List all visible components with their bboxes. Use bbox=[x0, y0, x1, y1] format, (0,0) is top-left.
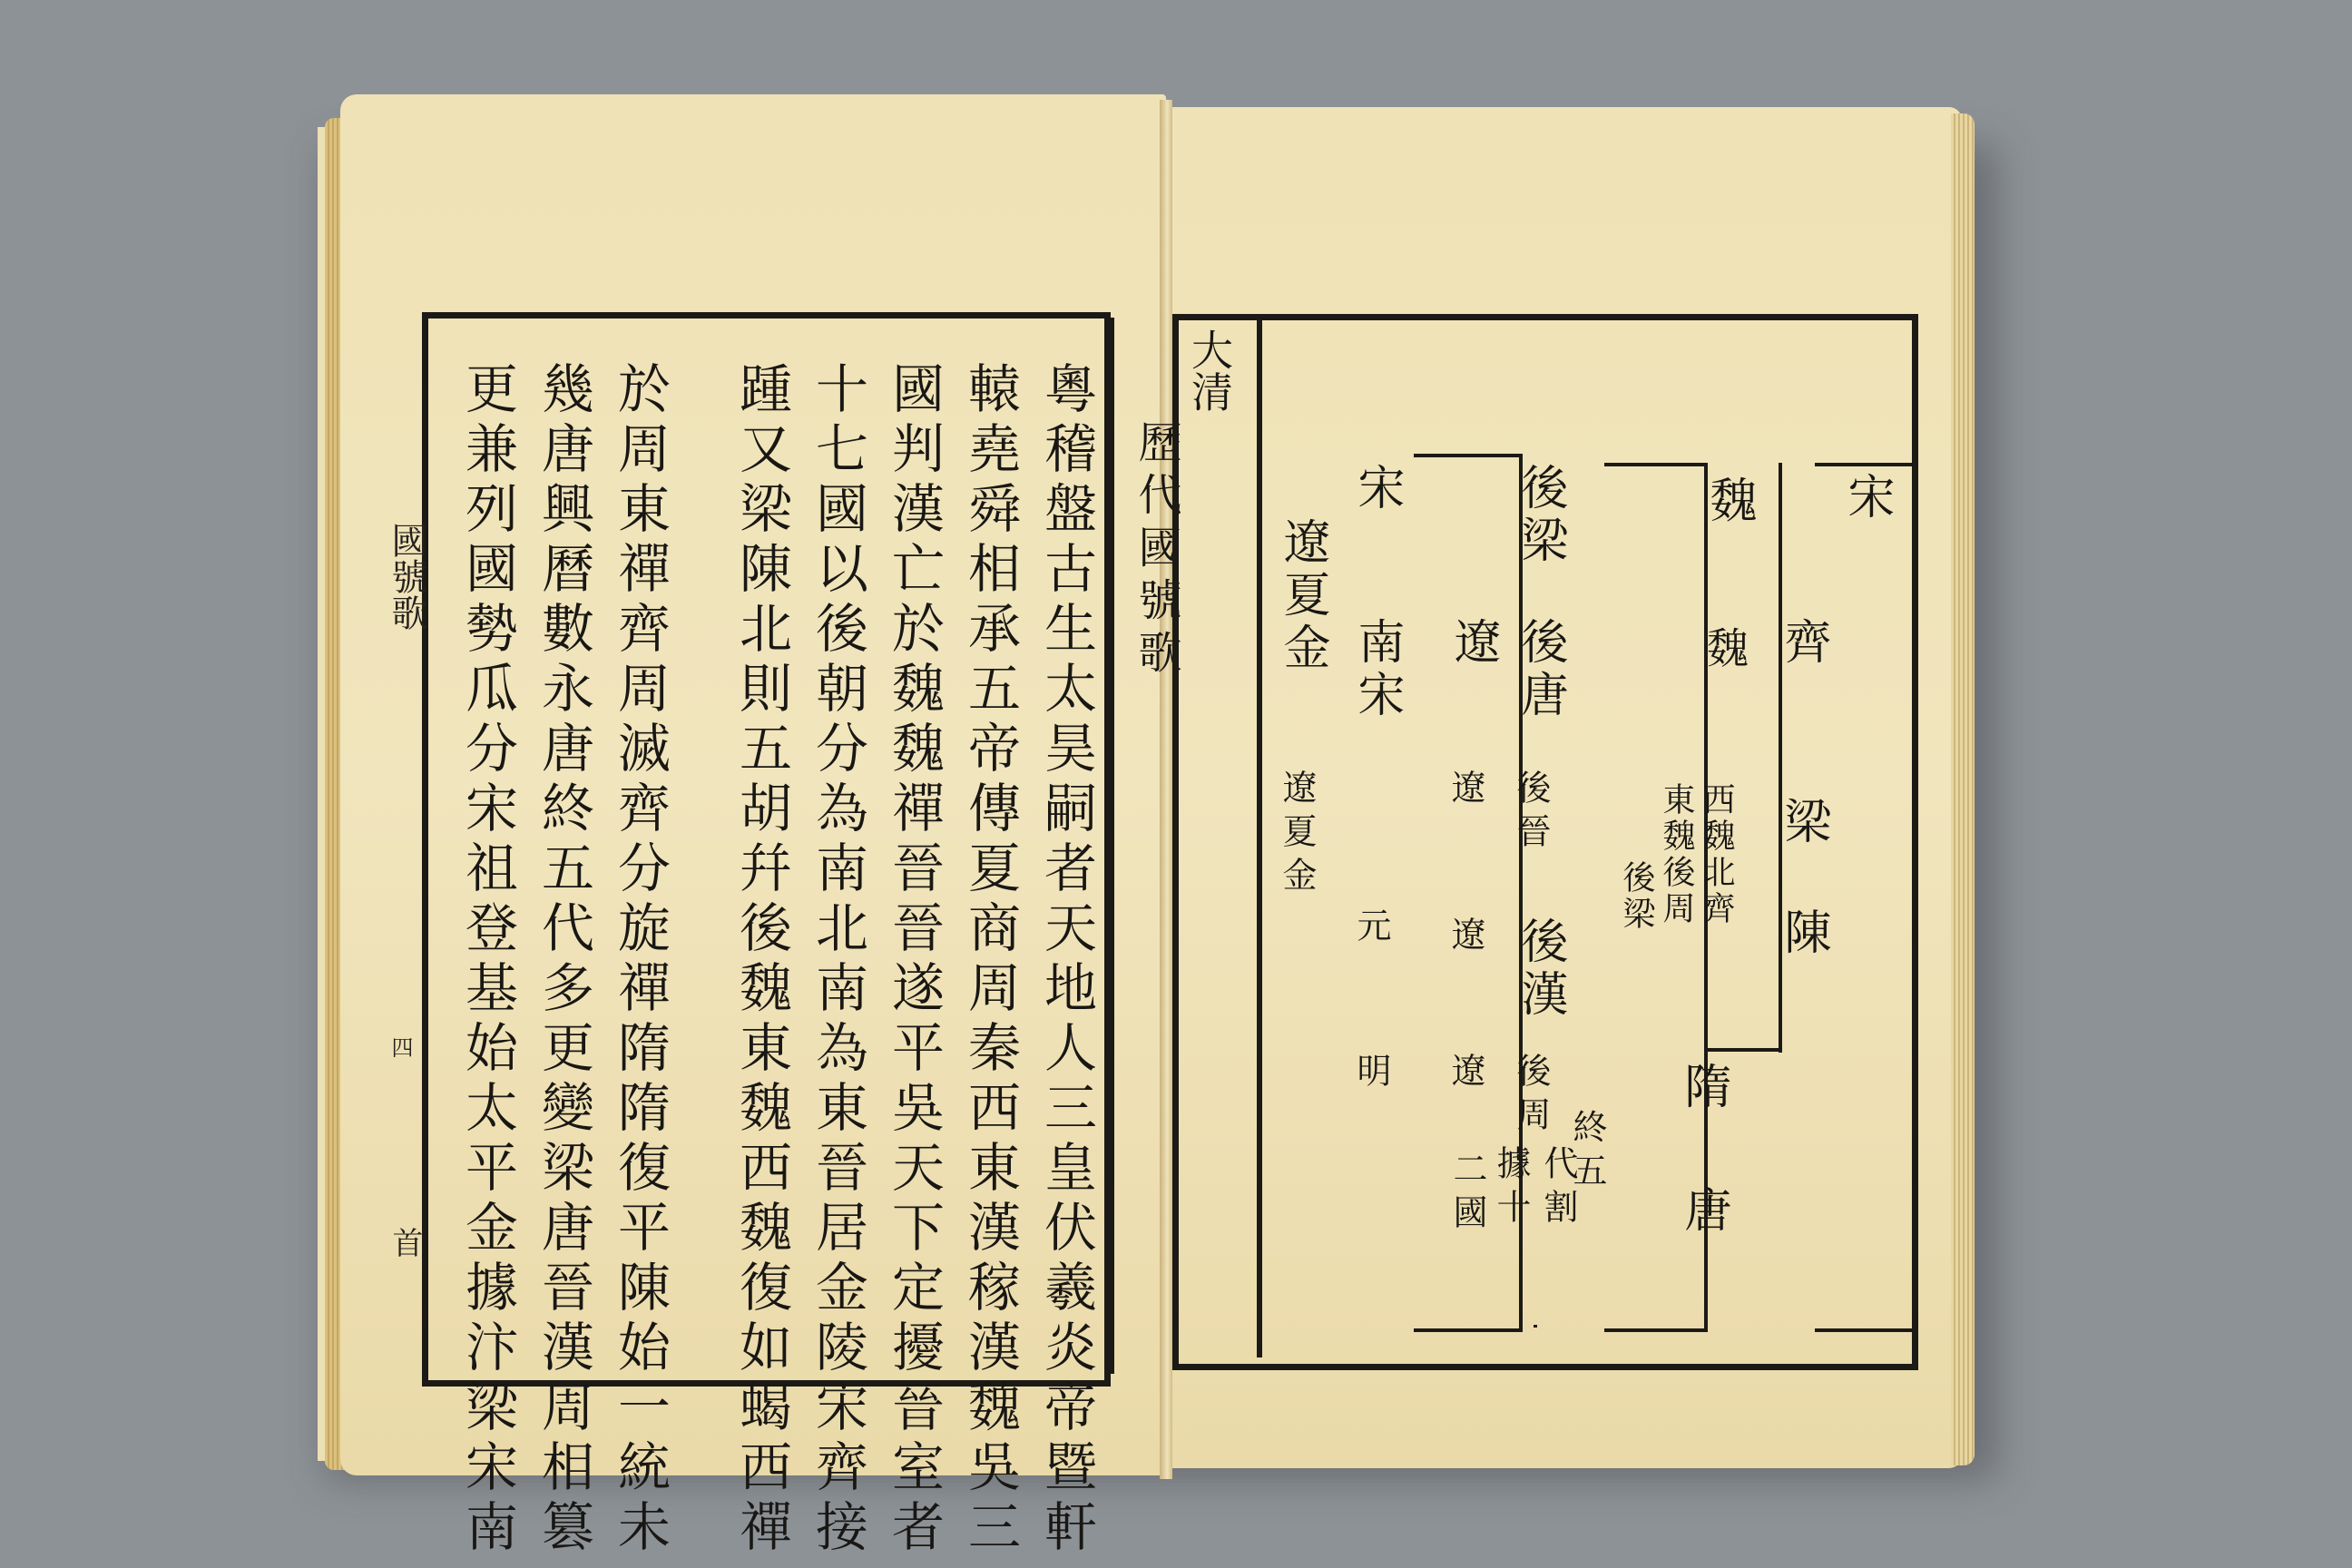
chart-east-wei-later-zhou: 東魏後周 bbox=[1658, 782, 1695, 927]
chart-liao-2: 遼 bbox=[1446, 769, 1485, 813]
chart-liang: 梁 bbox=[1776, 797, 1830, 849]
chart-tang: 唐 bbox=[1676, 1185, 1730, 1238]
right-margin-rule bbox=[1257, 319, 1262, 1357]
chart-hline-1 bbox=[1706, 1048, 1780, 1052]
chart-liao-3: 遼 bbox=[1446, 916, 1485, 960]
chart-liao-xia-jin-1: 遼夏金 bbox=[1275, 517, 1329, 675]
chart-note-c: 據十 bbox=[1491, 1145, 1531, 1232]
chart-liao-4: 遼 bbox=[1446, 1053, 1485, 1096]
chart-qi: 齊 bbox=[1776, 617, 1830, 670]
chart-later-liang: 後梁 bbox=[1513, 463, 1567, 568]
chart-later-tang: 後唐 bbox=[1513, 617, 1567, 722]
text-column-7: 幾唐興曆數永唐終五代多更變梁唐晉漢周相篡 bbox=[533, 361, 594, 1559]
margin-label: 大清 bbox=[1185, 328, 1234, 412]
chart-song-2: 宋 bbox=[1349, 463, 1404, 515]
right-page-edges bbox=[1951, 113, 1975, 1465]
chart-tick bbox=[1534, 1325, 1537, 1328]
text-column-2: 轅堯舜相承五帝傳夏商周秦西東漢稼漢魏吳三 bbox=[959, 361, 1021, 1559]
text-column-1: 粵稽盤古生太昊嗣者天地人三皇伏羲炎帝暨軒 bbox=[1035, 361, 1097, 1559]
chart-later-zhou: 後周 bbox=[1511, 1053, 1551, 1140]
text-column-3: 國判漢亡於魏魏禪晉晉遂平吳天下定擾晉室者 bbox=[883, 361, 945, 1559]
chart-later-han: 後漢 bbox=[1513, 916, 1567, 1022]
chart-liao-1: 遼 bbox=[1446, 617, 1500, 670]
chart-vline-1 bbox=[1779, 463, 1782, 1053]
text-column-4: 十七國以後朝分為南北南為東晉居金陵宋齊接 bbox=[807, 361, 868, 1559]
text-column-5: 踵又梁陳北則五胡幷後魏東魏西魏復如蝎西禪 bbox=[730, 361, 792, 1559]
chart-note-d: 二國 bbox=[1447, 1151, 1487, 1238]
book-gutter bbox=[1160, 100, 1172, 1479]
chart-note-a: 終五 bbox=[1567, 1109, 1607, 1196]
chart-wei: 魏 bbox=[1701, 475, 1756, 528]
side-section: 首 bbox=[387, 1227, 423, 1258]
side-page-number: 四 bbox=[387, 1036, 413, 1058]
chart-note-b: 代割 bbox=[1538, 1145, 1578, 1232]
chart-wei-2: 魏 bbox=[1700, 626, 1749, 668]
chart-later-jin: 後晉 bbox=[1511, 769, 1551, 857]
side-title: 國號歌 bbox=[386, 522, 427, 631]
left-margin-rule bbox=[1109, 318, 1114, 1374]
chart-yuan: 元 bbox=[1351, 907, 1391, 951]
chart-liao-xia-jin-2: 遼夏金 bbox=[1277, 769, 1317, 900]
chart-song: 宋 bbox=[1839, 472, 1894, 524]
chart-later-liang-small: 後梁 bbox=[1618, 860, 1655, 933]
chart-sui: 隋 bbox=[1676, 1062, 1730, 1114]
chart-box-song-qi bbox=[1815, 463, 1916, 1332]
chart-ming: 明 bbox=[1351, 1053, 1391, 1096]
chart-chen: 陳 bbox=[1776, 907, 1830, 960]
text-column-6: 於周東禪齊周滅齊分旋禪隋隋復平陳始一統未 bbox=[609, 361, 671, 1559]
text-column-8: 更兼列國勢瓜分宋祖登基始太平金據汴梁宋南 bbox=[456, 361, 518, 1559]
page-heading: 歷代國號歌 bbox=[1131, 419, 1181, 682]
chart-southern-song: 南宋 bbox=[1349, 617, 1404, 722]
chart-west-wei-north-qi: 西魏北齊 bbox=[1698, 782, 1735, 927]
